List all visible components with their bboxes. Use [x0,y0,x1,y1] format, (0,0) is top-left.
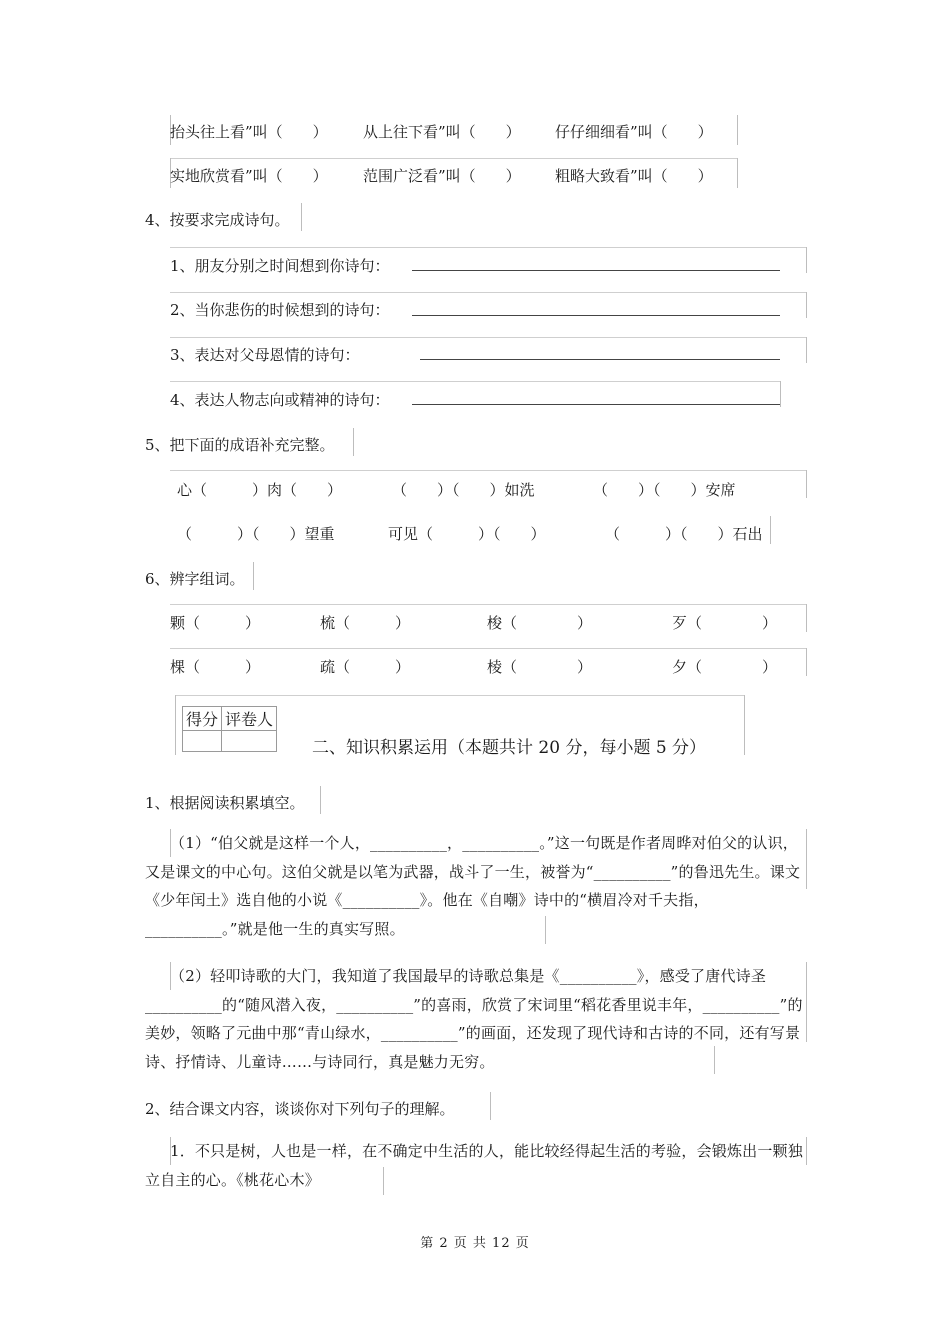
idiom-item: （ ）（ ）石出 [605,525,763,543]
idiom-item: 可见（ ）（ ） [388,525,546,543]
score-cell[interactable] [183,731,222,752]
score-header: 得分 [183,707,222,731]
q3-item: 从上往下看”叫（ ） [363,123,521,141]
answer-line[interactable] [412,404,780,405]
q3-item: 仔仔细细看”叫（ ） [555,123,713,141]
q5-title: 5、把下面的成语补充完整。 [145,436,335,454]
s2q1-paragraph-1: （1）“伯父就是这样一个人，__________，__________。”这一句既是作者周晔对伯父的认识，又是课文的中心句。这伯父就是以笔为武器，战斗了一生，被誉为“__________”的鲁迅先生。课文《少年闰土》选自他的小说《__________》。他在《自嘲》诗中的“横眉冷对千夫指，__________。”就是他一生的真实写照。 [145,834,801,938]
word-item: 棵（ ） [170,658,261,676]
q4-item-2: 2、当你悲伤的时候想到的诗句： [170,301,390,319]
word-item: 颗（ ） [170,614,261,632]
word-item: 歹（ ） [672,614,778,632]
answer-line[interactable] [412,270,780,271]
section-2-title: 二、知识积累运用（本题共计 20 分，每小题 5 分） [312,738,707,758]
s2q1-title: 1、根据阅读积累填空。 [145,794,305,812]
grader-header: 评卷人 [222,707,277,731]
q3-item: 实地欣赏看”叫（ ） [170,167,328,185]
q3-item: 抬头往上看”叫（ ） [170,123,328,141]
grader-cell[interactable] [222,731,277,752]
q4-item-3: 3、表达对父母恩情的诗句： [170,346,360,364]
q3-item: 范围广泛看”叫（ ） [363,167,521,185]
s2q2-title: 2、结合课文内容，谈谈你对下列句子的理解。 [145,1100,455,1118]
q4-item-1: 1、朋友分别之时间想到你诗句： [170,257,390,275]
word-item: 梳（ ） [320,614,411,632]
q4-item-4: 4、表达人物志向或精神的诗句： [170,391,390,409]
q4-title: 4、按要求完成诗句。 [145,211,290,229]
word-item: 棱（ ） [487,658,593,676]
page-number: 第 2 页 共 12 页 [420,1236,530,1251]
s2q1-paragraph-2: （2）轻叩诗歌的大门，我知道了我国最早的诗歌总集是《__________》，感受了唐代诗圣__________的“随风潜入夜，__________”的喜雨，欣赏了宋词里“稻花香里说丰年，__________”的美妙，领略了元曲中那“青山绿水，__________”的画面，还发现了现代诗和古诗的不同，还有写景诗、抒情诗、儿童诗……与诗同行，真是魅力无穷。 [145,967,803,1071]
idiom-item: （ ）（ ）如洗 [392,481,535,499]
answer-line[interactable] [420,359,780,360]
s2q2-paragraph-1: 1．不只是树，人也是一样，在不确定中生活的人，能比较经得起生活的考验，会锻炼出一颗独立自主的心。《桃花心木》 [145,1142,803,1189]
score-table [182,706,277,752]
word-item: 梭（ ） [487,614,593,632]
q3-item: 粗略大致看”叫（ ） [555,167,713,185]
idiom-item: （ ）（ ）望重 [177,525,335,543]
idiom-item: 心（ ）肉（ ） [177,481,343,499]
idiom-item: （ ）（ ）安席 [593,481,736,499]
answer-line[interactable] [412,315,780,316]
q6-title: 6、辨字组词。 [145,570,245,588]
word-item: 夕（ ） [672,658,778,676]
word-item: 疏（ ） [320,658,411,676]
